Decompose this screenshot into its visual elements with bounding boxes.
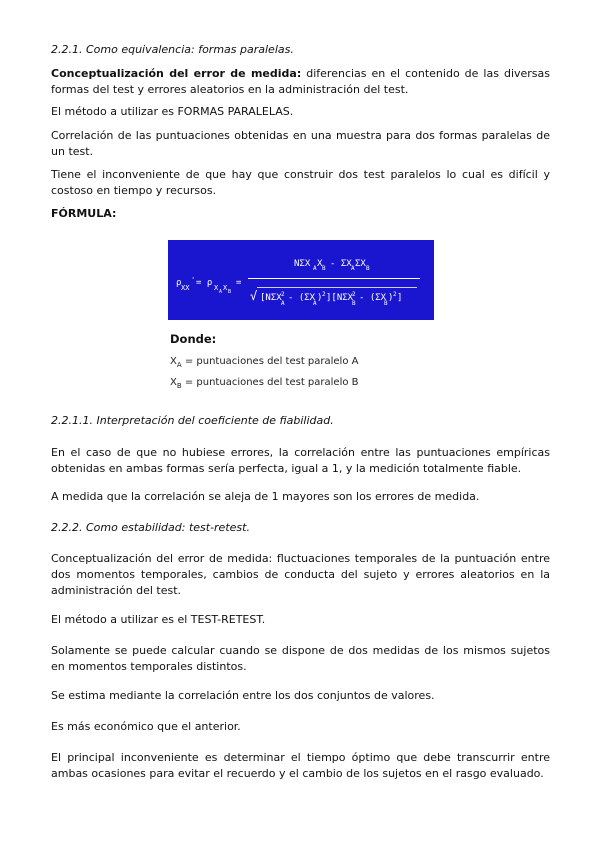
concept-paragraph-2: Conceptualización del error de medida: fluctuaciones temporales de la puntuación entre dos momentos temporales, cambios de conducta del sujeto y errores aleatorios en la administración del test. xyxy=(51,552,550,597)
concept-text-1: diferencias en el contenido de las diversas formas del test y errores aleatorios en la administración del test. xyxy=(51,67,551,96)
definition-xb-sub: B xyxy=(176,382,182,390)
svg-text:[NΣX: [NΣX xyxy=(260,293,282,303)
svg-text:X: X xyxy=(317,259,323,269)
method-paragraph-2: El método a utilizar es el TEST-RETEST. xyxy=(51,613,266,626)
formula-donde: Donde: xyxy=(170,332,217,346)
interpretation-paragraph-1: En el caso de que no hubiese errores, la correlación entre las puntuaciones empíricas obtenidas en ambas formas sería perfecta, igual a 1, y la medición totalmente fiable. xyxy=(51,446,550,475)
svg-text:2: 2 xyxy=(281,291,285,298)
svg-text:XX: XX xyxy=(181,284,190,292)
svg-text:ρ: ρ xyxy=(176,278,182,288)
svg-text:A: A xyxy=(313,265,317,272)
svg-text:A: A xyxy=(219,289,223,295)
section-heading-2-2-1-1: 2.2.1.1. Interpretación del coeficiente de fiabilidad. xyxy=(51,414,334,427)
correlation-paragraph-1: Correlación de las puntuaciones obtenidas en una muestra para dos formas paralelas de un test. xyxy=(51,129,550,158)
definition-xb-text: = puntuaciones del test paralelo B xyxy=(181,377,359,388)
svg-text:': ' xyxy=(191,276,196,284)
cheaper-paragraph-2: Es más económico que el anterior. xyxy=(51,720,241,733)
svg-text:][NΣX: ][NΣX xyxy=(326,293,354,303)
svg-text:2: 2 xyxy=(322,291,326,298)
svg-text:- (ΣX: - (ΣX xyxy=(359,293,387,303)
svg-text:2: 2 xyxy=(352,291,356,298)
only-paragraph-2: Solamente se puede calcular cuando se dispone de dos medidas de los mismos sujetos en momentos temporales distintos. xyxy=(51,644,550,673)
formula-title: FÓRMULA: xyxy=(51,207,117,220)
svg-text:NΣX: NΣX xyxy=(294,259,311,269)
definition-xb xyxy=(170,377,359,390)
svg-text:- ΣX: - ΣX xyxy=(330,259,352,269)
section-heading-2-2-2: 2.2.2. Como estabilidad: test-retest. xyxy=(51,521,250,534)
definition-xa-symbol: X xyxy=(170,356,177,367)
svg-text:=: = xyxy=(236,278,242,288)
interpretation-paragraph-2: A medida que la correlación se aleja de 1 mayores son los errores de medida. xyxy=(51,490,480,503)
concept-paragraph-1 xyxy=(51,66,550,98)
definition-xb-symbol: X xyxy=(170,377,177,388)
formula-image xyxy=(168,240,434,320)
svg-text:A: A xyxy=(281,300,285,307)
section-heading-2-2-1: 2.2.1. Como equivalencia: formas paralelas. xyxy=(51,43,294,56)
definition-xa xyxy=(170,356,358,369)
svg-text:A: A xyxy=(313,300,317,307)
drawback-paragraph-1: Tiene el inconveniente de que hay que construir dos test paralelos lo cual es difícil y costoso en tiempo y recursos. xyxy=(51,168,550,197)
svg-text:B: B xyxy=(322,265,326,272)
svg-text:B: B xyxy=(384,300,388,307)
estimate-paragraph-2: Se estima mediante la correlación entre los dos conjuntos de valores. xyxy=(51,689,435,702)
svg-text:): ) xyxy=(388,293,394,303)
svg-text:): ) xyxy=(317,293,323,303)
svg-text:B: B xyxy=(352,300,356,307)
svg-text:B: B xyxy=(228,289,232,295)
svg-text:ΣX: ΣX xyxy=(355,259,366,269)
method-paragraph-1: El método a utilizar es FORMAS PARALELAS. xyxy=(51,105,294,118)
concept-label-1: Conceptualización del error de medida: xyxy=(51,67,302,80)
drawback-paragraph-2: El principal inconveniente es determinar el tiempo óptimo que debe transcurrir entre ambas ocasiones para evitar el recuerdo y el cambio de los sujetos en el rasgo evaluado. xyxy=(51,751,550,780)
svg-text:A: A xyxy=(351,265,355,272)
svg-text:X: X xyxy=(223,284,228,292)
definition-xa-text: = puntuaciones del test paralelo A xyxy=(181,356,359,367)
svg-text:2: 2 xyxy=(393,291,397,298)
svg-text:- (ΣX: - (ΣX xyxy=(288,293,316,303)
svg-text:= ρ: = ρ xyxy=(196,278,213,288)
svg-text:X: X xyxy=(214,284,219,292)
svg-text:√: √ xyxy=(250,289,258,303)
svg-text:]: ] xyxy=(397,293,403,303)
formula-graphic xyxy=(168,240,434,320)
definition-xa-sub: A xyxy=(176,361,182,369)
svg-text:B: B xyxy=(366,265,370,272)
